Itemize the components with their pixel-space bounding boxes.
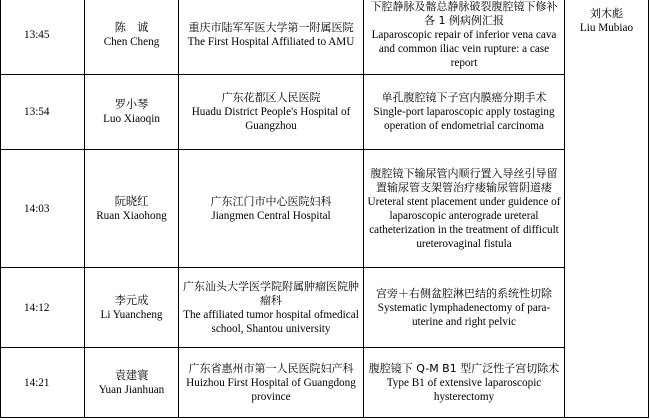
talk-title-cn: 腹腔镜下 Q-M B1 型广泛性子宫切除术 [368,361,560,375]
chair-name-cn: 刘木彪 [590,7,623,20]
hospital-cell [179,348,364,418]
speaker-cell [85,0,179,75]
time-cell: 13:54 [1,75,85,150]
speaker-cell [85,268,179,348]
talk-title-cn: 单孔腹腔镜下子宫内膜癌分期手术 [381,91,547,104]
table-row [1,348,649,418]
time-cell: 14:21 [1,348,85,418]
hospital-name-en: Huadu District People's Hospital of Guangzhou [191,106,351,132]
speaker-name-en: Luo Xiaoqin [103,113,160,125]
hospital-cell [179,150,364,268]
time-cell: 14:03 [1,150,85,268]
speaker-name-cn: 罗小琴 [114,99,149,111]
hospital-name-en: Jiangmen Central Hospital [211,209,331,222]
hospital-name-cn: 广东汕头大学医学院附属肿瘤医院肿瘤科 [183,279,359,307]
hospital-cell [179,268,364,348]
speaker-name-en: Yuan Jianhuan [98,383,165,396]
speaker-name-cn: 陈 诚 [114,21,149,34]
talk-title-cn: 腹腔镜下输尿管内顺行置入导丝引导留置输尿管支架管治疗瘘输尿管阴道瘘 [370,166,558,194]
chair-name-en: Liu Mubiao [579,22,634,34]
table-row [1,268,649,348]
talk-title-cell [364,75,565,150]
hospital-name-cn: 广东花都区人民医院 [221,91,321,104]
hospital-name-en: The First Hospital Affiliated to AMU [187,35,355,48]
speaker-name-cn: 李元成 [114,294,149,307]
talk-title-en: Systematic lymphadenectomy of para-uterine and right pelvic [377,301,551,328]
speaker-name-cn: 袁建寰 [114,369,149,382]
speaker-name-en: Ruan Xiaohong [96,209,167,222]
speaker-cell [85,150,179,268]
talk-title-cell [364,268,565,348]
hospital-cell [179,0,364,75]
hospital-name-en: The affiliated tumor hospital ofmedical school, Shantou university [183,308,359,335]
hospital-name-en: Huizhou First Hospital of Guangdong province [186,376,356,403]
talk-title-cell [364,150,565,268]
time-cell: 13:45 [1,0,85,75]
talk-title-en: Laparoscopic repair of inferior vena cava and common iliac vein rupture: a case report [371,28,557,69]
table-row [1,75,649,150]
table-row [1,0,649,75]
hospital-name-cn: 重庆市陆军军医大学第一附属医院 [188,20,354,34]
chair-cell [565,0,649,418]
speaker-cell [85,75,179,150]
talk-title-cell [364,348,565,418]
talk-title-cn: 下腔静脉及髂总静脉破裂腹腔镜下修补各 1 例病例汇报 [370,0,558,27]
hospital-name-cn: 广东江门市中心医院妇科 [210,194,332,208]
hospital-cell [179,75,364,150]
talk-title-cell [364,0,565,75]
speaker-name-en: Li Yuancheng [100,308,163,321]
talk-title-en: Ureteral stent placement under guidence of laparoscopic anterograde ureteral catheterization in the treatment of difficult ureterovaginal fistula [367,195,561,250]
talk-title-en: Single-port laparoscopic apply tostaging operation of endometrial carcinoma [373,106,555,132]
speaker-cell [85,348,179,418]
hospital-name-cn: 广东省惠州市第一人民医院妇产科 [188,361,354,375]
talk-title-cn: 宫旁＋右侧盆腔淋巴结的系统性切除 [376,286,552,300]
table-row [1,150,649,268]
speaker-name-cn: 阮晓红 [114,195,149,208]
speaker-name-en: Chen Cheng [103,35,160,48]
talk-title-en: Type B1 of extensive laparoscopic hysterectomy [386,376,542,403]
time-cell: 14:12 [1,268,85,348]
